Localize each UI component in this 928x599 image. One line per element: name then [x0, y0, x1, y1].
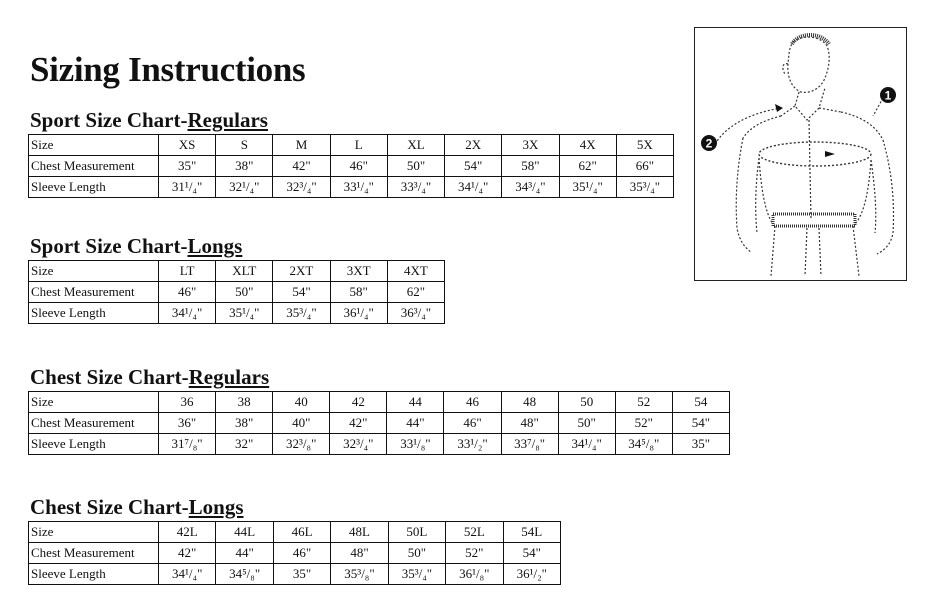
- table-cell: 33¹/₂": [444, 434, 501, 455]
- chest-longs-table: [28, 521, 561, 585]
- row-label: Sleeve Length: [29, 564, 159, 585]
- table-cell: 33¹/₄": [330, 177, 387, 198]
- table-cell: 44": [216, 543, 273, 564]
- table-cell: 34¹/₄": [159, 303, 216, 324]
- table-cell: 38: [216, 392, 273, 413]
- table-cell: 54: [672, 392, 729, 413]
- table-cell: 42": [159, 543, 216, 564]
- row-label: Chest Measurement: [29, 543, 159, 564]
- row-label: Chest Measurement: [29, 282, 159, 303]
- table-cell: 33⁷/₈": [501, 434, 558, 455]
- table-cell: 62": [559, 156, 616, 177]
- table-cell: 62": [387, 282, 444, 303]
- table-cell: 42": [330, 413, 387, 434]
- measurement-diagram-svg: [695, 28, 906, 280]
- table-cell: 3XT: [330, 261, 387, 282]
- table-cell: 35³/₄": [616, 177, 673, 198]
- row-label: Size: [29, 522, 159, 543]
- table-cell: 32³/₈": [273, 434, 330, 455]
- table-cell: 44L: [216, 522, 273, 543]
- chest-measurement-row: [29, 413, 730, 434]
- table-cell: 48L: [331, 522, 388, 543]
- row-label: Sleeve Length: [29, 303, 159, 324]
- row-label: Sleeve Length: [29, 177, 159, 198]
- section-title-sport-longs: Sport Size Chart-Longs: [30, 234, 243, 258]
- table-cell: 48": [501, 413, 558, 434]
- table-cell: 48": [331, 543, 388, 564]
- table-cell: XL: [387, 135, 444, 156]
- table-cell: 35³/₈": [331, 564, 388, 585]
- table-cell: 40: [273, 392, 330, 413]
- table-cell: 50": [388, 543, 445, 564]
- marker-1: 1: [884, 88, 892, 103]
- table-cell: XLT: [216, 261, 273, 282]
- table-cell: 34¹/₄": [445, 177, 502, 198]
- table-cell: 35¹/₄": [216, 303, 273, 324]
- row-label: Size: [29, 135, 159, 156]
- table-cell: 50L: [388, 522, 445, 543]
- table-cell: 34¹/₄": [558, 434, 615, 455]
- table-cell: 4XT: [387, 261, 444, 282]
- table-cell: 36³/₄": [387, 303, 444, 324]
- table-cell: 34¹/₄": [159, 564, 216, 585]
- table-cell: 52": [615, 413, 672, 434]
- table-cell: 2XT: [273, 261, 330, 282]
- table-cell: LT: [159, 261, 216, 282]
- table-cell: 46: [444, 392, 501, 413]
- table-cell: 52L: [446, 522, 503, 543]
- sleeve-length-row: [29, 434, 730, 455]
- table-cell: 48: [501, 392, 558, 413]
- table-cell: 50": [216, 282, 273, 303]
- table-cell: 34³/₄": [502, 177, 559, 198]
- table-cell: 38": [216, 156, 273, 177]
- table-cell: 46": [444, 413, 501, 434]
- table-cell: 2X: [445, 135, 502, 156]
- chest-measurement-row: [29, 156, 674, 177]
- table-cell: 35¹/₄": [559, 177, 616, 198]
- row-label: Sleeve Length: [29, 434, 159, 455]
- table-cell: M: [273, 135, 330, 156]
- table-cell: 66": [616, 156, 673, 177]
- sport-longs-table: [28, 260, 445, 324]
- chest-measurement-row: [29, 543, 561, 564]
- table-cell: 54": [672, 413, 729, 434]
- table-cell: 46": [159, 282, 216, 303]
- table-cell: 50: [558, 392, 615, 413]
- table-cell: 35": [273, 564, 330, 585]
- sleeve-length-row: [29, 177, 674, 198]
- table-cell: 54": [503, 543, 560, 564]
- table-cell: 3X: [502, 135, 559, 156]
- chest-regulars-table: [28, 391, 730, 455]
- marker-2: 2: [705, 136, 713, 151]
- table-cell: 5X: [616, 135, 673, 156]
- sleeve-length-row: [29, 303, 445, 324]
- table-cell: S: [216, 135, 273, 156]
- size-row: [29, 135, 674, 156]
- row-label: Chest Measurement: [29, 156, 159, 177]
- size-row: [29, 261, 445, 282]
- row-label: Size: [29, 261, 159, 282]
- table-cell: 46L: [273, 522, 330, 543]
- table-cell: 32³/₄": [273, 177, 330, 198]
- table-cell: 35³/₄": [388, 564, 445, 585]
- table-cell: 46": [273, 543, 330, 564]
- page-title: Sizing Instructions: [30, 50, 306, 89]
- table-cell: 35": [159, 156, 216, 177]
- table-cell: 52": [446, 543, 503, 564]
- row-label: Chest Measurement: [29, 413, 159, 434]
- table-cell: 58": [502, 156, 559, 177]
- chest-measurement-row: [29, 282, 445, 303]
- table-cell: 32": [216, 434, 273, 455]
- table-cell: 4X: [559, 135, 616, 156]
- table-cell: 54": [273, 282, 330, 303]
- table-cell: 31⁷/₈": [159, 434, 216, 455]
- table-cell: 50": [387, 156, 444, 177]
- sleeve-length-row: [29, 564, 561, 585]
- table-cell: 46": [330, 156, 387, 177]
- table-cell: 40": [273, 413, 330, 434]
- section-title-chest-regulars: Chest Size Chart-Regulars: [30, 365, 270, 389]
- table-cell: 58": [330, 282, 387, 303]
- table-cell: 42: [330, 392, 387, 413]
- table-cell: 38": [216, 413, 273, 434]
- table-cell: 52: [615, 392, 672, 413]
- measurement-diagram-icon: [694, 27, 907, 281]
- table-cell: 36¹/₂": [503, 564, 560, 585]
- table-cell: 50": [558, 413, 615, 434]
- table-cell: 44": [387, 413, 444, 434]
- table-cell: 36": [159, 413, 216, 434]
- section-title-sport-regulars: Sport Size Chart-Regulars: [30, 108, 268, 132]
- size-row: [29, 392, 730, 413]
- size-row: [29, 522, 561, 543]
- table-cell: 44: [387, 392, 444, 413]
- sport-regulars-table: [28, 134, 674, 198]
- table-cell: 36: [159, 392, 216, 413]
- table-cell: 34⁵/₈": [216, 564, 273, 585]
- table-cell: XS: [159, 135, 216, 156]
- section-title-chest-longs: Chest Size Chart-Longs: [30, 495, 244, 519]
- row-label: Size: [29, 392, 159, 413]
- table-cell: 54L: [503, 522, 560, 543]
- table-cell: 33³/₄": [387, 177, 444, 198]
- table-cell: 54": [445, 156, 502, 177]
- table-cell: 32³/₄": [330, 434, 387, 455]
- table-cell: 36¹/₈": [446, 564, 503, 585]
- table-cell: 42L: [159, 522, 216, 543]
- table-cell: 36¹/₄": [330, 303, 387, 324]
- table-cell: 35": [672, 434, 729, 455]
- table-cell: 31¹/₄": [159, 177, 216, 198]
- table-cell: 32¹/₄": [216, 177, 273, 198]
- table-cell: L: [330, 135, 387, 156]
- table-cell: 33¹/₈": [387, 434, 444, 455]
- table-cell: 35³/₄": [273, 303, 330, 324]
- table-cell: 34⁵/₈": [615, 434, 672, 455]
- table-cell: 42": [273, 156, 330, 177]
